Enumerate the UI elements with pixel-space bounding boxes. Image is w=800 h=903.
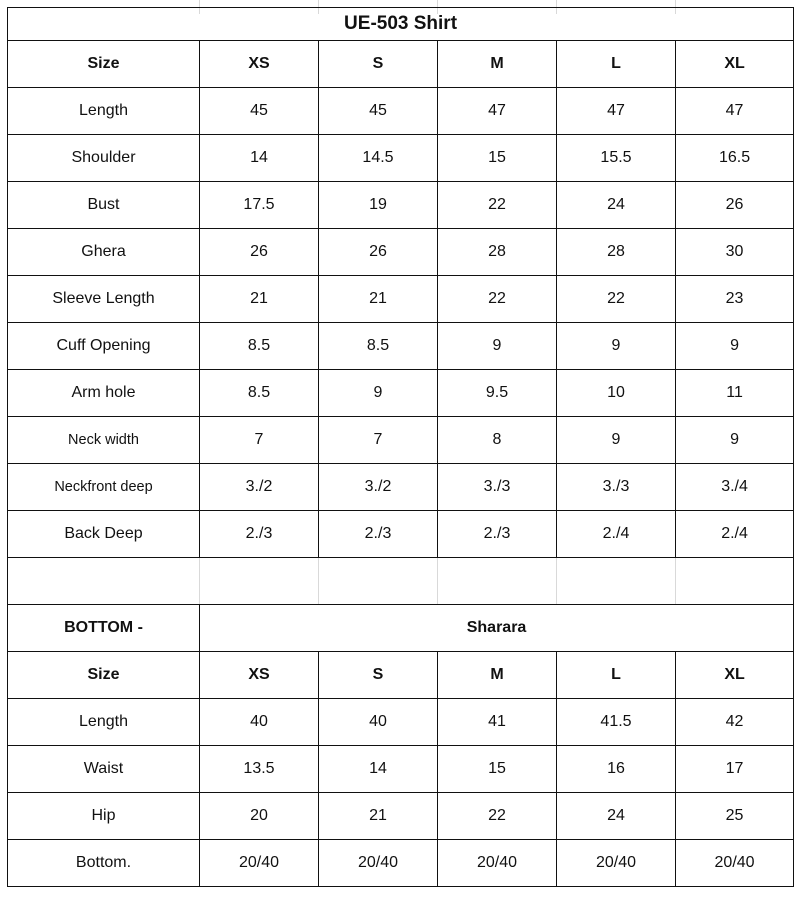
- bottom-row-length: [8, 699, 794, 746]
- shirt-row-shoulder: [8, 135, 794, 182]
- value-cell-xs[interactable]: 20/40: [200, 840, 319, 887]
- shirt-row-cuff-opening: [8, 323, 794, 370]
- value-cell-xl[interactable]: 9: [676, 323, 794, 370]
- value-cell-s[interactable]: 21: [319, 793, 438, 840]
- size-s-header[interactable]: S: [319, 652, 438, 699]
- size-m-header[interactable]: M: [438, 41, 557, 88]
- value-cell-l[interactable]: 24: [557, 182, 676, 229]
- value-cell-s[interactable]: 26: [319, 229, 438, 276]
- size-s-header[interactable]: S: [319, 41, 438, 88]
- bottom-row-bottom: [8, 840, 794, 887]
- value-cell-m[interactable]: 2./3: [438, 511, 557, 558]
- row-label[interactable]: Shoulder: [8, 135, 200, 182]
- value-cell-l[interactable]: 24: [557, 793, 676, 840]
- value-cell-xs[interactable]: 40: [200, 699, 319, 746]
- value-cell-xl[interactable]: 9: [676, 417, 794, 464]
- value-cell-xl[interactable]: 2./4: [676, 511, 794, 558]
- size-chart-table: [7, 7, 794, 887]
- value-cell-m[interactable]: 8: [438, 417, 557, 464]
- value-cell-m[interactable]: 9: [438, 323, 557, 370]
- row-label[interactable]: Hip: [8, 793, 200, 840]
- value-cell-s[interactable]: 45: [319, 88, 438, 135]
- shirt-row-arm-hole: [8, 370, 794, 417]
- value-cell-xs[interactable]: 2./3: [200, 511, 319, 558]
- bottom-title-row: [8, 605, 794, 652]
- value-cell-l[interactable]: 22: [557, 276, 676, 323]
- shirt-row-ghera: [8, 229, 794, 276]
- value-cell-xs[interactable]: 20: [200, 793, 319, 840]
- blank-cell[interactable]: [438, 558, 557, 605]
- value-cell-l[interactable]: 2./4: [557, 511, 676, 558]
- value-cell-m[interactable]: 9.5: [438, 370, 557, 417]
- value-cell-m[interactable]: 28: [438, 229, 557, 276]
- row-label[interactable]: Arm hole: [8, 370, 200, 417]
- row-label[interactable]: Neck width: [8, 417, 200, 464]
- shirt-row-length: [8, 88, 794, 135]
- value-cell-xl[interactable]: 11: [676, 370, 794, 417]
- row-label[interactable]: Sleeve Length: [8, 276, 200, 323]
- value-cell-xl[interactable]: 20/40: [676, 840, 794, 887]
- value-cell-l[interactable]: 41.5: [557, 699, 676, 746]
- blank-row: [8, 558, 794, 605]
- shirt-row-sleeve-length: [8, 276, 794, 323]
- shirt-row-neck-width: [8, 417, 794, 464]
- row-label[interactable]: Waist: [8, 746, 200, 793]
- row-label[interactable]: Length: [8, 699, 200, 746]
- value-cell-xl[interactable]: 30: [676, 229, 794, 276]
- value-cell-xl[interactable]: 42: [676, 699, 794, 746]
- value-cell-s[interactable]: 19: [319, 182, 438, 229]
- size-xs-header[interactable]: XS: [200, 652, 319, 699]
- value-cell-l[interactable]: 16: [557, 746, 676, 793]
- value-cell-l[interactable]: 15.5: [557, 135, 676, 182]
- value-cell-s[interactable]: 21: [319, 276, 438, 323]
- value-cell-l[interactable]: 47: [557, 88, 676, 135]
- blank-cell[interactable]: [319, 558, 438, 605]
- value-cell-m[interactable]: 22: [438, 182, 557, 229]
- value-cell-xs[interactable]: 13.5: [200, 746, 319, 793]
- shirt-header-row: [8, 41, 794, 88]
- row-label[interactable]: Neckfront deep: [8, 464, 200, 511]
- value-cell-m[interactable]: 22: [438, 793, 557, 840]
- size-chart-body: [8, 8, 794, 887]
- bottom-label-cell[interactable]: BOTTOM -: [8, 605, 200, 652]
- value-cell-xs[interactable]: 8.5: [200, 323, 319, 370]
- value-cell-m[interactable]: 47: [438, 88, 557, 135]
- bottom-row-hip: [8, 793, 794, 840]
- blank-cell[interactable]: [200, 558, 319, 605]
- value-cell-l[interactable]: 10: [557, 370, 676, 417]
- value-cell-xs[interactable]: 45: [200, 88, 319, 135]
- value-cell-s[interactable]: 14.5: [319, 135, 438, 182]
- shirt-row-neckfront-deep: [8, 464, 794, 511]
- blank-cell[interactable]: [676, 558, 794, 605]
- value-cell-xl[interactable]: 17: [676, 746, 794, 793]
- value-cell-s[interactable]: 8.5: [319, 323, 438, 370]
- row-label[interactable]: Length: [8, 88, 200, 135]
- value-cell-l[interactable]: 9: [557, 323, 676, 370]
- blank-cell[interactable]: [8, 558, 200, 605]
- value-cell-xs[interactable]: 8.5: [200, 370, 319, 417]
- value-cell-xs[interactable]: 21: [200, 276, 319, 323]
- value-cell-s[interactable]: 7: [319, 417, 438, 464]
- value-cell-s[interactable]: 40: [319, 699, 438, 746]
- value-cell-xs[interactable]: 14: [200, 135, 319, 182]
- size-m-header[interactable]: M: [438, 652, 557, 699]
- value-cell-xl[interactable]: 25: [676, 793, 794, 840]
- blank-cell[interactable]: [557, 558, 676, 605]
- size-xl-header[interactable]: XL: [676, 41, 794, 88]
- row-label[interactable]: Cuff Opening: [8, 323, 200, 370]
- value-cell-s[interactable]: 14: [319, 746, 438, 793]
- value-cell-l[interactable]: 9: [557, 417, 676, 464]
- value-cell-xl[interactable]: 47: [676, 88, 794, 135]
- value-cell-s[interactable]: 2./3: [319, 511, 438, 558]
- row-label[interactable]: Back Deep: [8, 511, 200, 558]
- value-cell-xs[interactable]: 3./2: [200, 464, 319, 511]
- value-cell-m[interactable]: 15: [438, 135, 557, 182]
- size-xl-header[interactable]: XL: [676, 652, 794, 699]
- size-l-header[interactable]: L: [557, 652, 676, 699]
- value-cell-xl[interactable]: 3./4: [676, 464, 794, 511]
- value-cell-m[interactable]: 22: [438, 276, 557, 323]
- shirt-title[interactable]: UE-503 Shirt: [8, 8, 794, 41]
- value-cell-m[interactable]: 20/40: [438, 840, 557, 887]
- value-cell-xl[interactable]: 16.5: [676, 135, 794, 182]
- value-cell-m[interactable]: 41: [438, 699, 557, 746]
- value-cell-m[interactable]: 3./3: [438, 464, 557, 511]
- value-cell-s[interactable]: 9: [319, 370, 438, 417]
- size-header-cell[interactable]: Size: [8, 41, 200, 88]
- bottom-header-row: [8, 652, 794, 699]
- value-cell-l[interactable]: 28: [557, 229, 676, 276]
- value-cell-xs[interactable]: 26: [200, 229, 319, 276]
- title-row: [8, 8, 794, 41]
- value-cell-s[interactable]: 20/40: [319, 840, 438, 887]
- value-cell-l[interactable]: 20/40: [557, 840, 676, 887]
- sharara-title[interactable]: Sharara: [200, 605, 794, 652]
- value-cell-xl[interactable]: 23: [676, 276, 794, 323]
- row-label[interactable]: Bottom.: [8, 840, 200, 887]
- value-cell-s[interactable]: 3./2: [319, 464, 438, 511]
- value-cell-xs[interactable]: 17.5: [200, 182, 319, 229]
- value-cell-xl[interactable]: 26: [676, 182, 794, 229]
- value-cell-xs[interactable]: 7: [200, 417, 319, 464]
- row-label[interactable]: Ghera: [8, 229, 200, 276]
- value-cell-l[interactable]: 3./3: [557, 464, 676, 511]
- bottom-row-waist: [8, 746, 794, 793]
- value-cell-m[interactable]: 15: [438, 746, 557, 793]
- shirt-row-back-deep: [8, 511, 794, 558]
- size-l-header[interactable]: L: [557, 41, 676, 88]
- size-header-cell[interactable]: Size: [8, 652, 200, 699]
- row-label[interactable]: Bust: [8, 182, 200, 229]
- size-xs-header[interactable]: XS: [200, 41, 319, 88]
- shirt-row-bust: [8, 182, 794, 229]
